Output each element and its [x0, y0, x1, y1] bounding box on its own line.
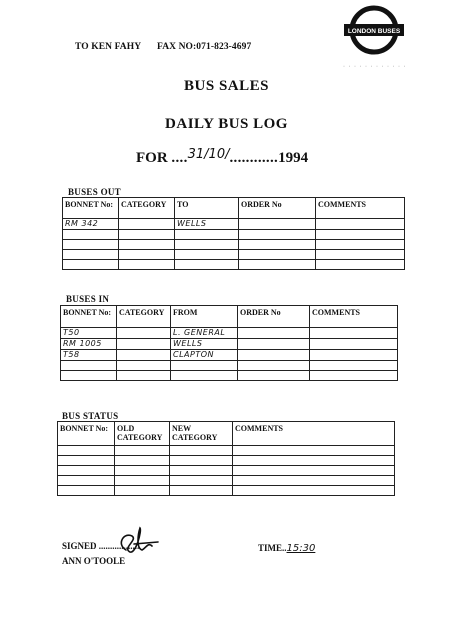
table-cell [238, 361, 310, 371]
table-cell: CLAPTON [171, 350, 238, 361]
year: 1994 [278, 150, 309, 166]
table-cell [238, 350, 310, 361]
table-cell [316, 260, 405, 270]
table-cell [175, 250, 239, 260]
table-cell [117, 339, 171, 350]
table-header-row [61, 306, 398, 328]
logo-text: LONDON BUSES [347, 28, 401, 35]
table-cell [239, 230, 316, 240]
column-header: TO [175, 198, 239, 219]
column-header: COMMENTS [233, 422, 395, 446]
table-cell [310, 371, 398, 381]
column-header: ORDER No [238, 306, 310, 328]
date-line: FOR ....31/10/............1994 [136, 147, 309, 166]
buses-out-table [62, 197, 405, 270]
column-header: ORDER No [239, 198, 316, 219]
table-cell [61, 371, 117, 381]
table-cell [170, 476, 233, 486]
table-cell [238, 339, 310, 350]
table-row [61, 339, 398, 350]
table-row [58, 486, 395, 496]
page-title: BUS SALES [184, 78, 269, 94]
table-cell [63, 240, 119, 250]
table-cell [316, 219, 405, 230]
table-cell [61, 361, 117, 371]
column-header: BONNET No: [58, 422, 115, 446]
table-cell: RM 342 [63, 219, 119, 230]
buses-in-label: BUSES IN [66, 294, 110, 304]
table-cell [58, 466, 115, 476]
table-cell [170, 456, 233, 466]
table-cell [119, 260, 175, 270]
table-cell [115, 446, 170, 456]
time-label: TIME [258, 543, 283, 553]
bus-status-label: BUS STATUS [62, 411, 119, 421]
table-cell [117, 361, 171, 371]
table-cell: L. GENERAL [171, 328, 238, 339]
table-row [61, 328, 398, 339]
bus-status-body [58, 422, 395, 496]
table-row [61, 361, 398, 371]
table-cell [115, 466, 170, 476]
table-cell [170, 486, 233, 496]
page-subtitle: DAILY BUS LOG [165, 116, 288, 132]
table-cell: WELLS [171, 339, 238, 350]
time-line: TIME..15:30 [258, 543, 316, 554]
buses-out-label: BUSES OUT [68, 187, 121, 197]
table-cell: T58 [61, 350, 117, 361]
table-cell [310, 339, 398, 350]
table-header-row [58, 422, 395, 446]
table-cell [117, 350, 171, 361]
table-row [58, 446, 395, 456]
column-header: CATEGORY [117, 306, 171, 328]
table-row [58, 476, 395, 486]
table-cell [170, 446, 233, 456]
table-cell [171, 361, 238, 371]
table-row [61, 371, 398, 381]
table-cell [175, 240, 239, 250]
table-cell [117, 371, 171, 381]
table-cell [238, 328, 310, 339]
table-cell [117, 328, 171, 339]
for-label: FOR [136, 150, 168, 166]
london-buses-logo [344, 2, 404, 58]
table-row [63, 219, 405, 230]
table-cell [119, 230, 175, 240]
table-cell [233, 456, 395, 466]
bus-status-table [57, 421, 395, 496]
table-row [58, 466, 395, 476]
table-cell [239, 219, 316, 230]
signed-label: SIGNED [62, 541, 97, 551]
table-cell [316, 230, 405, 240]
column-header: BONNET No: [61, 306, 117, 328]
table-cell [310, 361, 398, 371]
table-cell [170, 466, 233, 476]
table-cell [58, 456, 115, 466]
column-header: FROM [171, 306, 238, 328]
table-cell [316, 250, 405, 260]
table-cell [58, 476, 115, 486]
handwritten-date: 31/10/ [187, 147, 230, 162]
table-header-row [63, 198, 405, 219]
buses-out-body [63, 198, 405, 270]
table-cell: T50 [61, 328, 117, 339]
column-header: BONNET No: [63, 198, 119, 219]
table-row [58, 456, 395, 466]
table-cell [63, 250, 119, 260]
table-row [63, 230, 405, 240]
table-row [63, 240, 405, 250]
table-cell [310, 350, 398, 361]
buses-in-body [61, 306, 398, 381]
table-cell [63, 230, 119, 240]
table-cell [233, 446, 395, 456]
recipient-to: TO KEN FAHY [75, 42, 142, 52]
column-header: COMMENTS [316, 198, 405, 219]
signature-dots: .................. [98, 541, 140, 551]
table-cell [239, 240, 316, 250]
table-cell [119, 240, 175, 250]
table-cell [239, 250, 316, 260]
table-row [63, 260, 405, 270]
table-cell [171, 371, 238, 381]
table-cell [316, 240, 405, 250]
table-cell [115, 456, 170, 466]
table-cell [310, 328, 398, 339]
column-header: COMMENTS [310, 306, 398, 328]
table-cell [233, 486, 395, 496]
table-cell [233, 466, 395, 476]
table-cell [115, 486, 170, 496]
table-cell [175, 230, 239, 240]
buses-in-table [60, 305, 398, 381]
table-cell [119, 219, 175, 230]
table-cell [239, 260, 316, 270]
table-cell [58, 446, 115, 456]
table-cell [175, 260, 239, 270]
table-cell [119, 250, 175, 260]
table-row [61, 350, 398, 361]
column-header: CATEGORY [119, 198, 175, 219]
table-cell [238, 371, 310, 381]
column-header: NEW CATEGORY [170, 422, 233, 446]
time-value: 15:30 [286, 543, 316, 554]
table-row [63, 250, 405, 260]
table-cell [58, 486, 115, 496]
table-cell: WELLS [175, 219, 239, 230]
faint-header-marks: · · · · · · · · · · · · [343, 64, 407, 70]
signer-name: ANN O'TOOLE [62, 556, 126, 566]
table-cell [233, 476, 395, 486]
table-cell: RM 1005 [61, 339, 117, 350]
signature-scribble [112, 526, 160, 556]
table-cell [115, 476, 170, 486]
fax-number: FAX NO:071-823-4697 [157, 42, 252, 52]
column-header: OLD CATEGORY [115, 422, 170, 446]
table-cell [63, 260, 119, 270]
